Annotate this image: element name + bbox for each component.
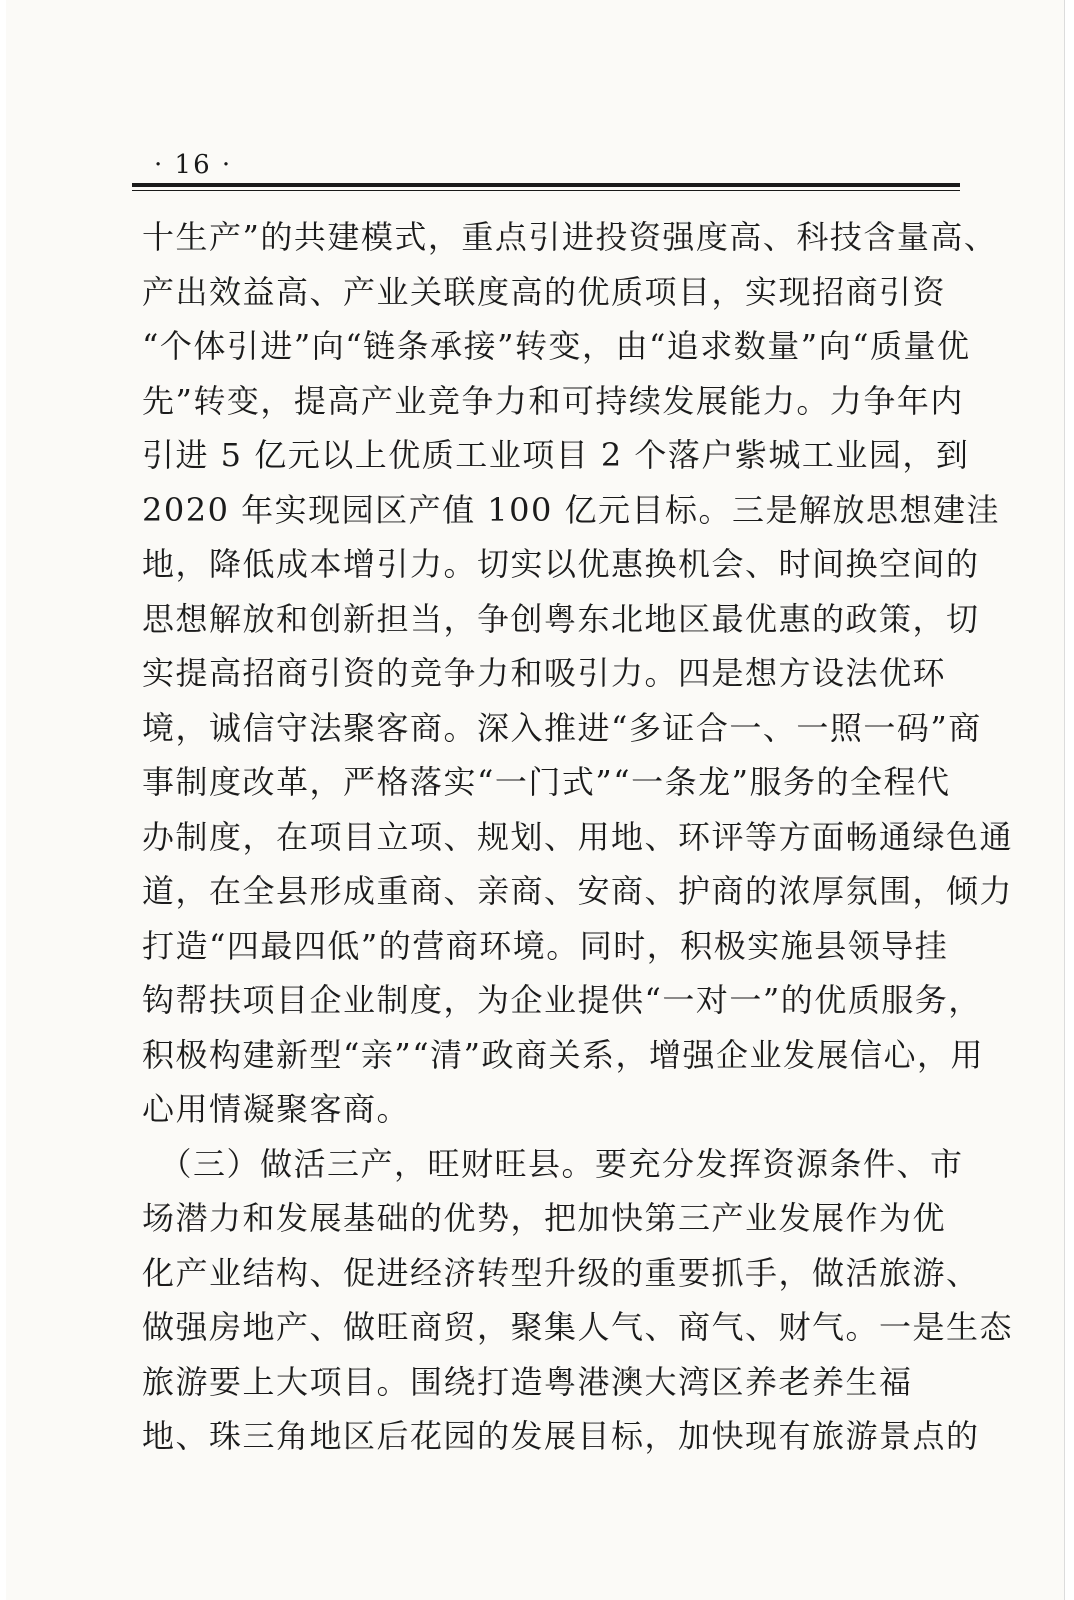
text-line: 钩帮扶项目企业制度，为企业提供“一对一”的优质服务， — [142, 981, 982, 1019]
text-line: 境，诚信守法聚客商。深入推进“多证合一、一照一码”商 — [142, 708, 982, 747]
text-line: 实提高招商引资的竞争力和吸引力。四是想方设法优环 — [142, 654, 947, 692]
text-line: 地、珠三角地区后花园的发展目标，加快现有旅游景点的 — [142, 1417, 980, 1455]
text-line: 2020 年实现园区产值 100 亿元目标。三是解放思想建洼 — [142, 490, 1001, 529]
text-line: 化产业结构、促进经济转型升级的重要抓手，做活旅游、 — [142, 1253, 980, 1292]
text-line: 思想解放和创新担当，争创粤东北地区最优惠的政策，切 — [142, 599, 980, 638]
text-line: （三）做活三产，旺财旺县。要充分发挥资源条件、市 — [142, 1144, 964, 1183]
text-line: 心用情凝聚客商。 — [142, 1090, 411, 1128]
text-line: 积极构建新型“亲”“清”政商关系，增强企业发展信心，用 — [142, 1035, 984, 1074]
text-line: 旅游要上大项目。围绕打造粤港澳大湾区养老养生福 — [142, 1362, 913, 1401]
text-line: 地，降低成本增引力。切实以优惠换机会、时间换空间的 — [142, 545, 980, 583]
text-line: 先”转变，提高产业竞争力和可持续发展能力。力争年内 — [142, 381, 964, 420]
text-line: 道，在全县形成重商、亲商、安商、护商的浓厚氛围，倾力 — [142, 872, 1014, 910]
text-line: 办制度，在项目立项、规划、用地、环评等方面畅通绿色通 — [142, 817, 1014, 856]
text-line: 引进 5 亿元以上优质工业项目 2 个落户紫城工业园，到 — [142, 436, 970, 474]
text-line: 场潜力和发展基础的优势，把加快第三产业发展作为优 — [142, 1199, 947, 1237]
header-rule-thin — [132, 190, 960, 191]
text-line: 做强房地产、做旺商贸，聚集人气、商气、财气。一是生态 — [142, 1308, 1014, 1346]
text-line: “个体引进”向“链条承接”转变，由“追求数量”向“质量优 — [142, 327, 971, 365]
page-number: · 16 · — [154, 150, 233, 180]
body-text — [142, 210, 1014, 1464]
text-line: 产出效益高、产业关联度高的优质项目，实现招商引资 — [142, 272, 947, 311]
header-rule-thick — [132, 183, 960, 187]
text-line: 事制度改革，严格落实“一门式”“一条龙”服务的全程代 — [142, 763, 951, 801]
book-page — [6, 0, 1064, 1600]
text-line: 打造“四最四低”的营商环境。同时，积极实施县领导挂 — [142, 926, 949, 965]
text-line: 十生产”的共建模式，重点引进投资强度高、科技含量高、 — [142, 218, 998, 256]
